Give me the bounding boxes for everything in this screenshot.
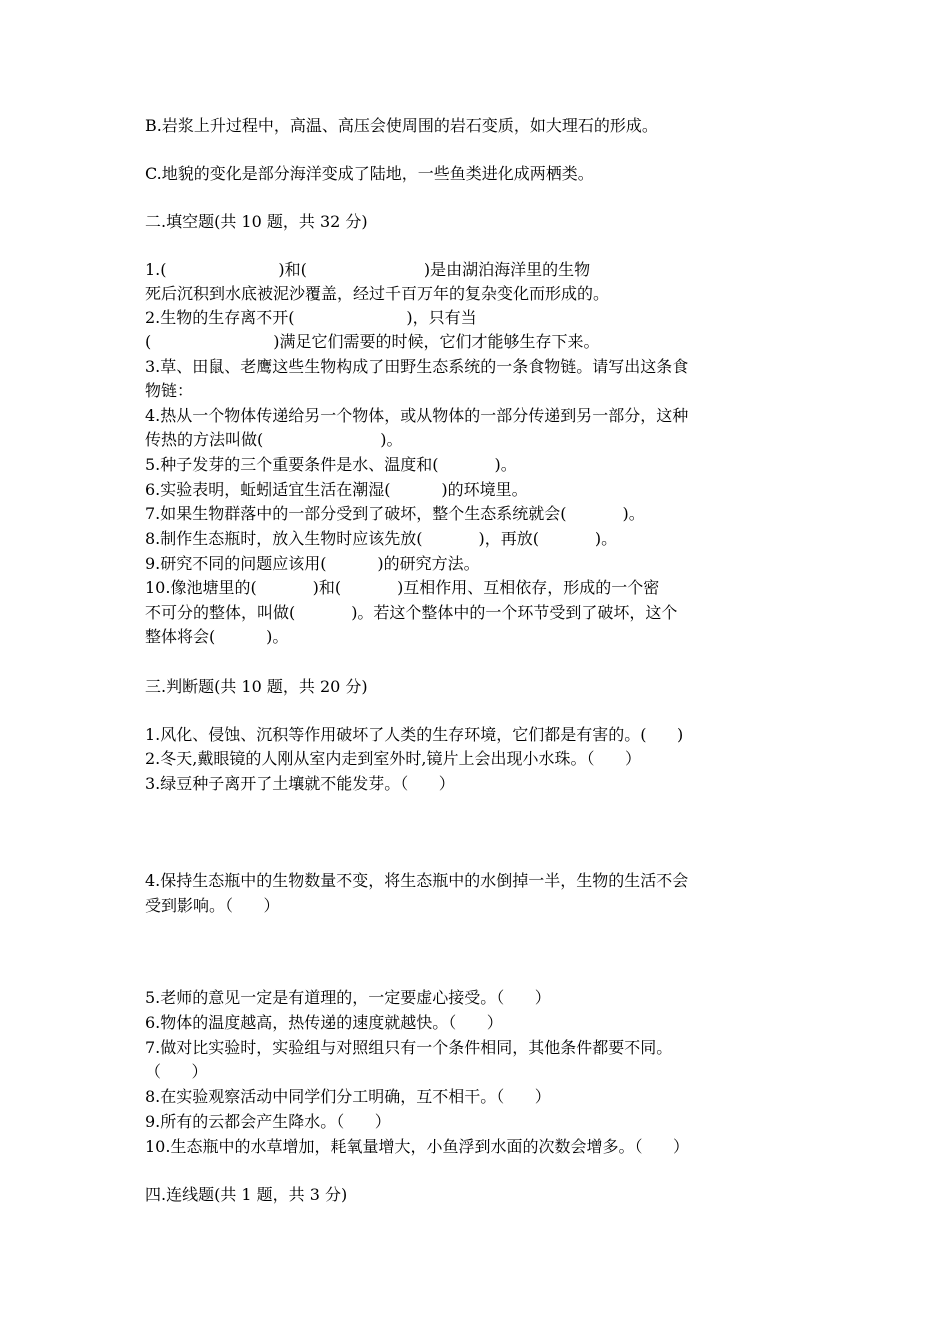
fill-in-line: 6.实验表明，蚯蚓适宜生活在潮湿( )的环境里。 [145, 480, 528, 499]
fill-in-line: 7.如果生物群落中的一部分受到了破坏，整个生态系统就会( )。 [145, 504, 645, 523]
fill-in-line: 2.生物的生存离不开( )，只有当 [145, 308, 477, 327]
section-heading-fill-in: 二.填空题(共 10 题，共 32 分) [145, 212, 368, 231]
judge-question: 1.风化、侵蚀、沉积等作用破坏了人类的生存环境，它们都是有害的。( ) [145, 725, 684, 744]
fill-in-line: 物链： [145, 381, 194, 400]
judge-question: （ ） [145, 1062, 208, 1081]
judge-question: 2.冬天,戴眼镜的人刚从室内走到室外时,镜片上会出现小水珠。（ ） [145, 749, 641, 768]
section-heading-judge: 三.判断题(共 10 题，共 20 分) [145, 677, 368, 696]
judge-question: 5.老师的意见一定是有道理的，一定要虚心接受。（ ） [145, 988, 551, 1007]
fill-in-line: ( )满足它们需要的时候，它们才能够生存下来。 [145, 332, 600, 351]
judge-question: 受到影响。（ ） [145, 896, 280, 915]
judge-question: 3.绿豆种子离开了土壤就不能发芽。（ ） [145, 774, 455, 793]
judge-question: 8.在实验观察活动中同学们分工明确，互不相干。（ ） [145, 1087, 551, 1106]
fill-in-line: 不可分的整体，叫做( )。若这个整体中的一个环节受到了破坏，这个 [145, 603, 678, 622]
prev-option-b: B.岩浆上升过程中，高温、高压会使周围的岩石变质，如大理石的形成。 [145, 116, 658, 135]
judge-question: 10.生态瓶中的水草增加，耗氧量增大，小鱼浮到水面的次数会增多。（ ） [145, 1137, 689, 1156]
judge-question: 9.所有的云都会产生降水。（ ） [145, 1112, 391, 1131]
prev-option-c: C.地貌的变化是部分海洋变成了陆地，一些鱼类进化成两栖类。 [145, 164, 594, 183]
judge-question: 7.做对比实验时，实验组与对照组只有一个条件相同，其他条件都要不同。 [145, 1038, 673, 1057]
fill-in-line: 3.草、田鼠、老鹰这些生物构成了田野生态系统的一条食物链。请写出这条食 [145, 357, 689, 376]
fill-in-line: 死后沉积到水底被泥沙覆盖，经过千百万年的复杂变化而形成的。 [145, 284, 610, 303]
fill-in-line: 传热的方法叫做( )。 [145, 430, 403, 449]
fill-in-line: 4.热从一个物体传递给另一个物体，或从物体的一部分传递到另一部分，这种 [145, 406, 689, 425]
fill-in-line: 1.( )和( )是由湖泊海洋里的生物 [145, 260, 591, 279]
fill-in-line: 整体将会( )。 [145, 627, 289, 646]
section-heading-matching: 四.连线题(共 1 题，共 3 分) [145, 1185, 348, 1204]
fill-in-line: 5.种子发芽的三个重要条件是水、温度和( )。 [145, 455, 517, 474]
judge-question: 6.物体的温度越高，热传递的速度就越快。（ ） [145, 1013, 503, 1032]
fill-in-line: 10.像池塘里的( )和( )互相作用、互相依存，形成的一个密 [145, 578, 660, 597]
fill-in-line: 8.制作生态瓶时，放入生物时应该先放( )，再放( )。 [145, 529, 618, 548]
judge-question: 4.保持生态瓶中的生物数量不变，将生态瓶中的水倒掉一半，生物的生活不会 [145, 871, 689, 890]
fill-in-line: 9.研究不同的问题应该用( )的研究方法。 [145, 554, 480, 573]
